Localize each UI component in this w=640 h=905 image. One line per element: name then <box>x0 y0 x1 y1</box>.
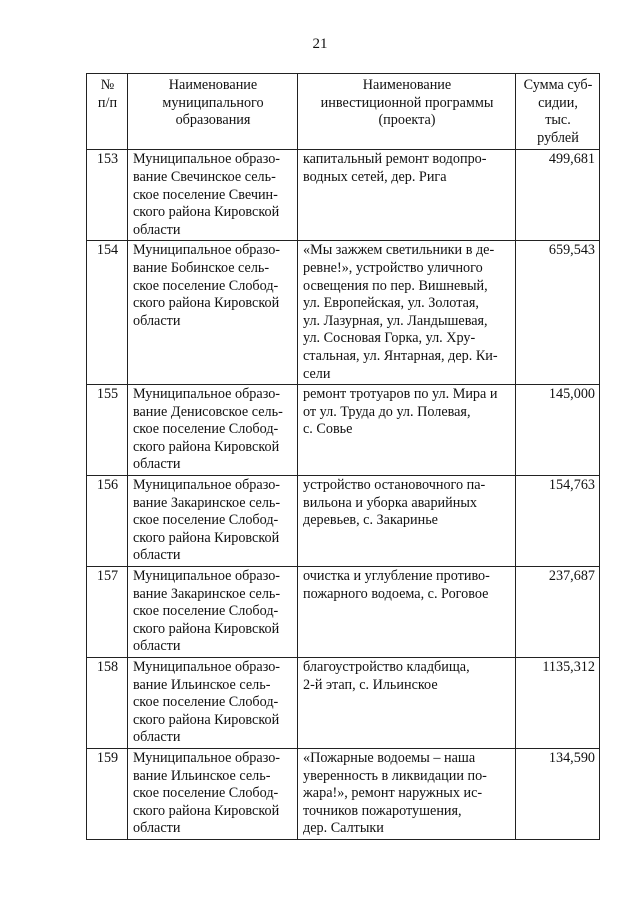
header-program: Наименование инвестиционной программы (проекта) <box>298 74 516 150</box>
row-number: 153 <box>87 150 128 241</box>
row-municipality: Муниципальное образо- вание Бобинское сель- ское поселение Слобод- ского района Кировской области <box>128 241 298 385</box>
row-municipality: Муниципальное образо- вание Свечинское сель- ское поселение Свечин- ского района Кировской области <box>128 150 298 241</box>
row-sum: 499,681 <box>516 150 600 241</box>
table-header <box>87 74 600 150</box>
row-program: устройство остановочного па- вильона и уборка аварийных деревьев, с. Закаринье <box>298 476 516 567</box>
header-sum: Сумма суб- сидии, тыс. рублей <box>516 74 600 150</box>
header-municipality: Наименование муниципального образования <box>128 74 298 150</box>
row-program: «Пожарные водоемы – наша уверенность в ликвидации по- жара!», ремонт наружных ис- точников пожаротушения, дер. Салтыки <box>298 748 516 839</box>
table-row <box>87 476 600 567</box>
row-program: капитальный ремонт водопро- водных сетей, дер. Рига <box>298 150 516 241</box>
row-program: ремонт тротуаров по ул. Мира и от ул. Труда до ул. Полевая, с. Совье <box>298 385 516 476</box>
row-municipality: Муниципальное образо- вание Закаринское сель- ское поселение Слобод- ского района Кировской области <box>128 476 298 567</box>
row-number: 157 <box>87 567 128 658</box>
row-number: 155 <box>87 385 128 476</box>
row-sum: 1135,312 <box>516 658 600 749</box>
table-row <box>87 658 600 749</box>
row-municipality: Муниципальное образо- вание Ильинское сель- ское поселение Слобод- ского района Кировской области <box>128 658 298 749</box>
table-row <box>87 150 600 241</box>
header-number: № п/п <box>87 74 128 150</box>
row-number: 159 <box>87 748 128 839</box>
table-row <box>87 748 600 839</box>
row-number: 154 <box>87 241 128 385</box>
row-municipality: Муниципальное образо- вание Закаринское сель- ское поселение Слобод- ского района Кировской области <box>128 567 298 658</box>
row-program: очистка и углубление противо- пожарного водоема, с. Роговое <box>298 567 516 658</box>
row-sum: 659,543 <box>516 241 600 385</box>
row-municipality: Муниципальное образо- вание Денисовское сель- ское поселение Слобод- ского района Кировской области <box>128 385 298 476</box>
row-program: «Мы зажжем светильники в де- ревне!», устройство уличного освещения по пер. Вишневый, ул. Европейская, ул. Золотая, ул. Лазурная, ул. Ландышевая, ул. Сосновая Горка, ул. Хру- стальная, ул. Янтарная, дер. Ки- сели <box>298 241 516 385</box>
table-body <box>87 150 600 840</box>
row-sum: 134,590 <box>516 748 600 839</box>
row-sum: 154,763 <box>516 476 600 567</box>
row-number: 158 <box>87 658 128 749</box>
table-row <box>87 567 600 658</box>
table-row <box>87 241 600 385</box>
page-number: 21 <box>312 36 328 52</box>
row-program: благоустройство кладбища, 2-й этап, с. Ильинское <box>298 658 516 749</box>
row-number: 156 <box>87 476 128 567</box>
row-municipality: Муниципальное образо- вание Ильинское сель- ское поселение Слобод- ского района Кировской области <box>128 748 298 839</box>
row-sum: 237,687 <box>516 567 600 658</box>
header-row <box>87 74 600 150</box>
row-sum: 145,000 <box>516 385 600 476</box>
table-row <box>87 385 600 476</box>
subsidy-table <box>86 73 600 840</box>
